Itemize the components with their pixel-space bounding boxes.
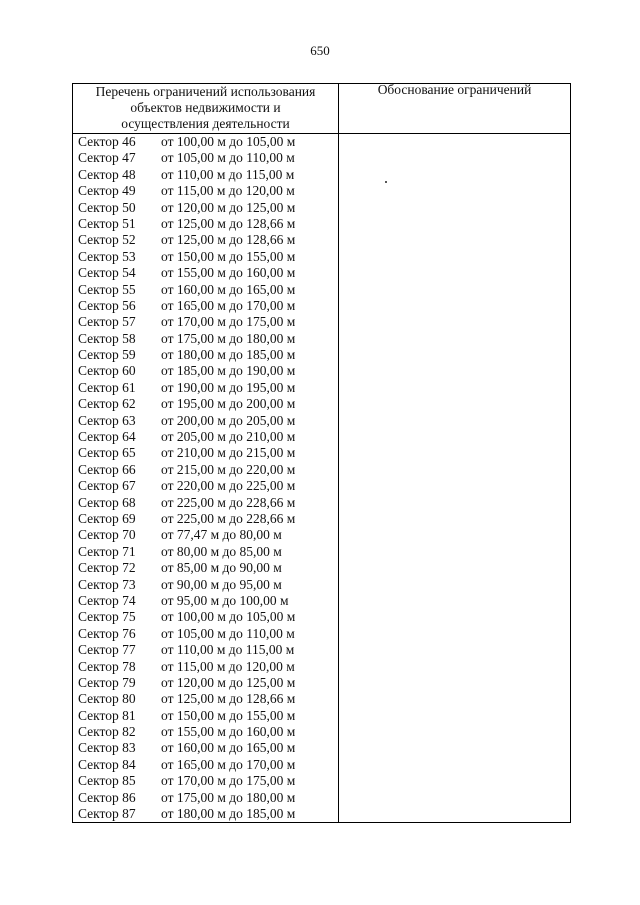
table-row (73, 150, 338, 166)
sector-range: от 85,00 м до 90,00 м (161, 560, 282, 576)
sector-range: от 220,00 м до 225,00 м (161, 478, 296, 494)
table-header-row (73, 84, 571, 134)
table-row (73, 380, 338, 396)
table-row (73, 363, 338, 379)
sector-name: Сектор 80 (78, 691, 136, 707)
sector-range: от 125,00 м до 128,66 м (161, 232, 296, 248)
justification-cell (339, 134, 571, 823)
header-line: Перечень ограничений использования (95, 84, 316, 99)
sector-range: от 125,00 м до 128,66 м (161, 215, 296, 231)
sector-range: от 175,00 м до 180,00 м (161, 789, 296, 805)
table-row (73, 265, 338, 281)
sector-range: от 180,00 м до 185,00 м (161, 347, 296, 363)
table-row (73, 331, 338, 347)
sector-name: Сектор 71 (78, 543, 136, 559)
sector-range: от 110,00 м до 115,00 м (161, 642, 295, 658)
sector-range: от 185,00 м до 190,00 м (161, 363, 296, 379)
sector-name: Сектор 86 (78, 789, 136, 805)
sector-range: от 115,00 м до 120,00 м (161, 658, 295, 674)
table-row (73, 642, 338, 658)
sector-range: от 150,00 м до 155,00 м (161, 707, 296, 723)
sector-range: от 95,00 м до 100,00 м (161, 592, 289, 608)
table-row (73, 200, 338, 216)
table-row (73, 413, 338, 429)
table-row (73, 396, 338, 412)
table-row (73, 167, 338, 183)
table-row (73, 577, 338, 593)
table-row (73, 445, 338, 461)
sector-range: от 165,00 м до 170,00 м (161, 297, 296, 313)
table-row (73, 544, 338, 560)
sector-name: Сектор 56 (78, 297, 136, 313)
sector-range: от 150,00 м до 155,00 м (161, 248, 296, 264)
sector-name: Сектор 54 (78, 265, 136, 281)
table-row (73, 773, 338, 789)
sector-range: от 77,47 м до 80,00 м (161, 527, 282, 543)
sector-name: Сектор 82 (78, 724, 136, 740)
sector-name: Сектор 85 (78, 773, 136, 789)
sector-name: Сектор 75 (78, 609, 136, 625)
table-row (73, 232, 338, 248)
sector-name: Сектор 78 (78, 658, 136, 674)
sector-range: от 155,00 м до 160,00 м (161, 265, 296, 281)
table-row (73, 708, 338, 724)
sector-name: Сектор 67 (78, 478, 136, 494)
sector-name: Сектор 58 (78, 330, 136, 346)
table-row (73, 691, 338, 707)
table-row (73, 560, 338, 576)
sector-range: от 120,00 м до 125,00 м (161, 199, 296, 215)
sector-range: от 160,00 м до 165,00 м (161, 281, 296, 297)
sector-range: от 200,00 м до 205,00 м (161, 412, 296, 428)
table-row (73, 740, 338, 756)
table-row (73, 806, 338, 822)
sector-name: Сектор 60 (78, 363, 136, 379)
sector-name: Сектор 74 (78, 592, 136, 608)
table-row (73, 249, 338, 265)
sector-name: Сектор 70 (78, 527, 136, 543)
table-row (73, 495, 338, 511)
sector-range: от 210,00 м до 215,00 м (161, 445, 296, 461)
sector-range: от 215,00 м до 220,00 м (161, 461, 296, 477)
sector-name: Сектор 72 (78, 560, 136, 576)
sector-name: Сектор 83 (78, 740, 136, 756)
table-row (73, 216, 338, 232)
sector-name: Сектор 64 (78, 429, 136, 445)
sector-range: от 175,00 м до 180,00 м (161, 330, 296, 346)
sectors-cell (73, 134, 339, 823)
sector-range: от 160,00 м до 165,00 м (161, 740, 296, 756)
sector-range: от 120,00 м до 125,00 м (161, 674, 296, 690)
table-row (73, 626, 338, 642)
sector-name: Сектор 51 (78, 215, 136, 231)
table-row (73, 790, 338, 806)
sector-name: Сектор 87 (78, 806, 136, 822)
sector-name: Сектор 53 (78, 248, 136, 264)
sector-range: от 110,00 м до 115,00 м (161, 166, 295, 182)
table-row (73, 593, 338, 609)
sector-name: Сектор 62 (78, 396, 136, 412)
sector-name: Сектор 66 (78, 461, 136, 477)
sector-name: Сектор 46 (78, 134, 136, 149)
table-row (73, 609, 338, 625)
header-restrictions-list (73, 84, 339, 134)
sector-range: от 155,00 м до 160,00 м (161, 724, 296, 740)
sector-range: от 225,00 м до 228,66 м (161, 494, 296, 510)
sector-name: Сектор 68 (78, 494, 136, 510)
stray-dot (385, 181, 387, 183)
table-row (73, 298, 338, 314)
sector-name: Сектор 61 (78, 379, 136, 395)
header-line: объектов недвижимости и (130, 100, 281, 115)
sector-name: Сектор 49 (78, 183, 136, 199)
table-row (73, 347, 338, 363)
table-row (73, 183, 338, 199)
sector-name: Сектор 76 (78, 625, 136, 641)
table-row (73, 527, 338, 543)
sector-name: Сектор 47 (78, 150, 136, 166)
table-row (73, 478, 338, 494)
table-row (73, 314, 338, 330)
sector-name: Сектор 69 (78, 510, 136, 526)
sector-range: от 105,00 м до 110,00 м (161, 150, 295, 166)
sector-range: от 165,00 м до 170,00 м (161, 756, 296, 772)
sector-range: от 115,00 м до 120,00 м (161, 183, 295, 199)
sector-name: Сектор 79 (78, 674, 136, 690)
sector-range: от 190,00 м до 195,00 м (161, 379, 296, 395)
table-row (73, 675, 338, 691)
header-line: осуществления деятельности (121, 116, 290, 131)
sector-range: от 170,00 м до 175,00 м (161, 773, 296, 789)
table-row (73, 134, 338, 150)
table-row (73, 724, 338, 740)
restrictions-table (72, 83, 571, 823)
sector-name: Сектор 81 (78, 707, 136, 723)
sector-name: Сектор 65 (78, 445, 136, 461)
sector-range: от 170,00 м до 175,00 м (161, 314, 296, 330)
table-row (73, 659, 338, 675)
sector-name: Сектор 84 (78, 756, 136, 772)
table-row (73, 282, 338, 298)
sector-name: Сектор 55 (78, 281, 136, 297)
sector-name: Сектор 77 (78, 642, 136, 658)
table-row (73, 429, 338, 445)
table-row (73, 511, 338, 527)
sector-range: от 90,00 м до 95,00 м (161, 576, 282, 592)
table-body-row (73, 134, 571, 823)
header-justification-label: Обоснование ограничений (377, 82, 532, 97)
sector-range: от 125,00 м до 128,66 м (161, 691, 296, 707)
sector-range: от 180,00 м до 185,00 м (161, 806, 296, 822)
sector-name: Сектор 52 (78, 232, 136, 248)
sector-name: Сектор 73 (78, 576, 136, 592)
sector-range: от 100,00 м до 105,00 м (161, 609, 296, 625)
sector-range: от 205,00 м до 210,00 м (161, 429, 296, 445)
sector-range: от 105,00 м до 110,00 м (161, 625, 295, 641)
table-row (73, 462, 338, 478)
sector-name: Сектор 48 (78, 166, 136, 182)
sector-range: от 195,00 м до 200,00 м (161, 396, 296, 412)
sector-name: Сектор 63 (78, 412, 136, 428)
page-number: 650 (310, 43, 330, 58)
sector-name: Сектор 59 (78, 347, 136, 363)
sector-range: от 100,00 м до 105,00 м (161, 134, 296, 149)
header-justification (339, 84, 571, 134)
sector-range: от 80,00 м до 85,00 м (161, 543, 282, 559)
sector-name: Сектор 57 (78, 314, 136, 330)
table-row (73, 757, 338, 773)
sector-name: Сектор 50 (78, 199, 136, 215)
sector-range: от 225,00 м до 228,66 м (161, 510, 296, 526)
